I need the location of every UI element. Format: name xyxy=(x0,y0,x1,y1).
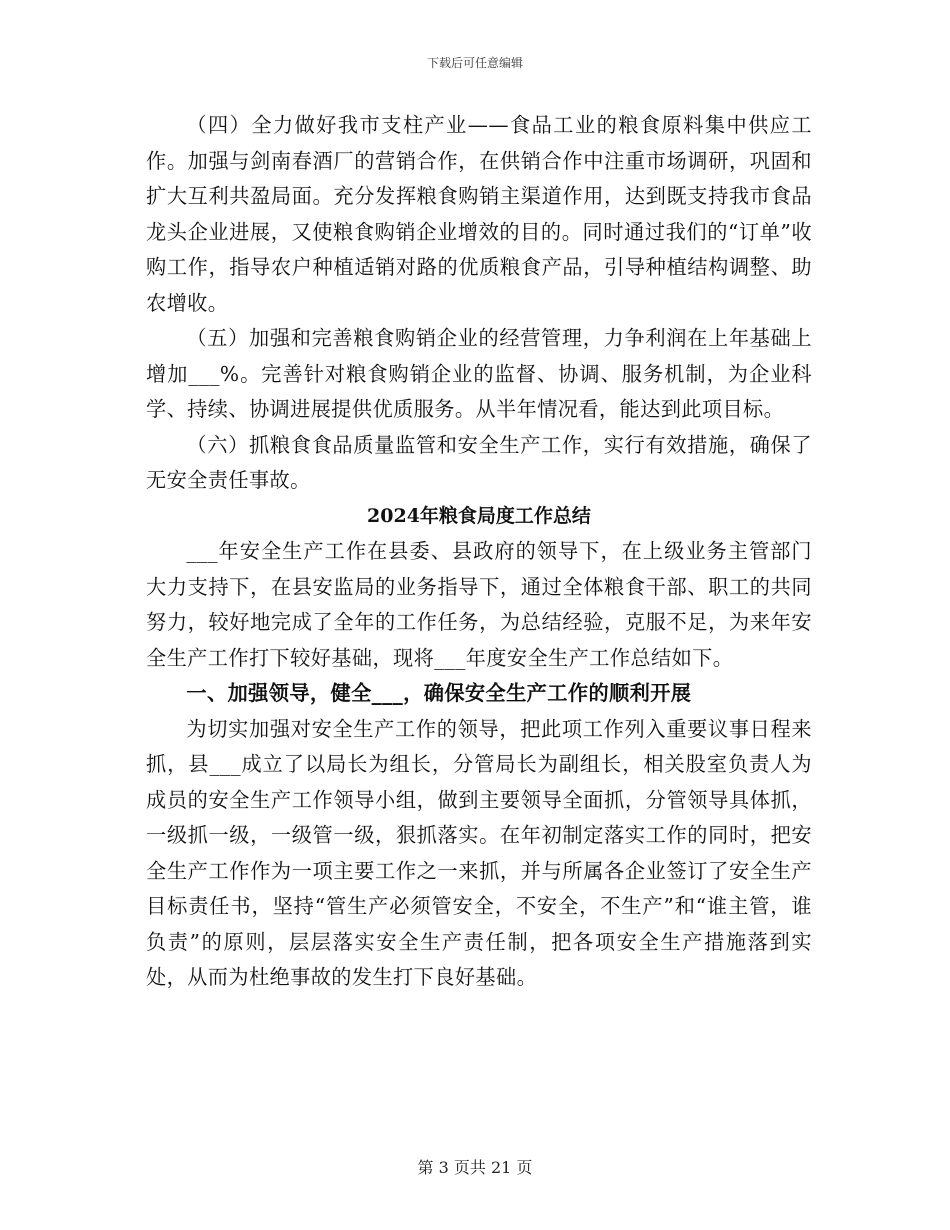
page-number: 第 3 页共 21 页 xyxy=(417,1158,533,1177)
paragraph-six: （六）抓粮食食品质量监管和安全生产工作，实行有效措施，确保了无安全责任事故。 xyxy=(146,432,812,492)
page-header-note: 下载后可任意编辑 xyxy=(426,56,523,70)
intro-paragraph: ___年安全生产工作在县委、县政府的领导下，在上级业务主管部门大力支持下，在县安监局的业务指导下，通过全体粮食干部、职工的共同努力，较好地完成了全年的工作任务，为总结经验，克服不足，为来年安全生产工作打下较好基础，现将___年度安全生产工作总结如下。 xyxy=(146,539,812,670)
document-title: 2024年粮食局度工作总结 xyxy=(367,504,591,527)
paragraph-five: （五）加强和完善粮食购销企业的经营管理，力争利润在上年基础上增加___%。完善针对粮食购销企业的监督、协调、服务机制，为企业科学、持续、协调进展提供优质服务。从半年情况看，能达到此项目标。 xyxy=(146,326,812,421)
document-body xyxy=(146,108,812,996)
section-heading: 一、加强领导，健全___，确保安全生产工作的顺利开展 xyxy=(186,681,692,705)
paragraph-four: （四）全力做好我市支柱产业——食品工业的粮食原料集中供应工作。加强与剑南春酒厂的营销合作，在供销合作中注重市场调研，巩固和扩大互利共盈局面。充分发挥粮食购销主渠道作用，达到既支持我市食品龙头企业进展，又使粮食购销企业增效的目的。同时通过我们的“订单”收购工作，指导农户种植适销对路的优质粮食产品，引导种植结构调整、助农增收。 xyxy=(146,113,812,315)
section-body-paragraph: 为切实加强对安全生产工作的领导，把此项工作列入重要议事日程来抓，县___成立了以局长为组长，分管局长为副组长，相关股室负责人为成员的安全生产工作领导小组，做到主要领导全面抓，分管领导具体抓，一级抓一级，一级管一级，狠抓落实。在年初制定落实工作的同时，把安全生产工作作为一项主要工作之一来抓，并与所属各企业签订了安全生产目标责任书，坚持“管生产必须管安全，不安全，不生产”和“谁主管，谁负责”的原则，层层落实安全生产责任制，把各项安全生产措施落到实处，从而为杜绝事故的发生打下良好基础。 xyxy=(146,716,812,989)
